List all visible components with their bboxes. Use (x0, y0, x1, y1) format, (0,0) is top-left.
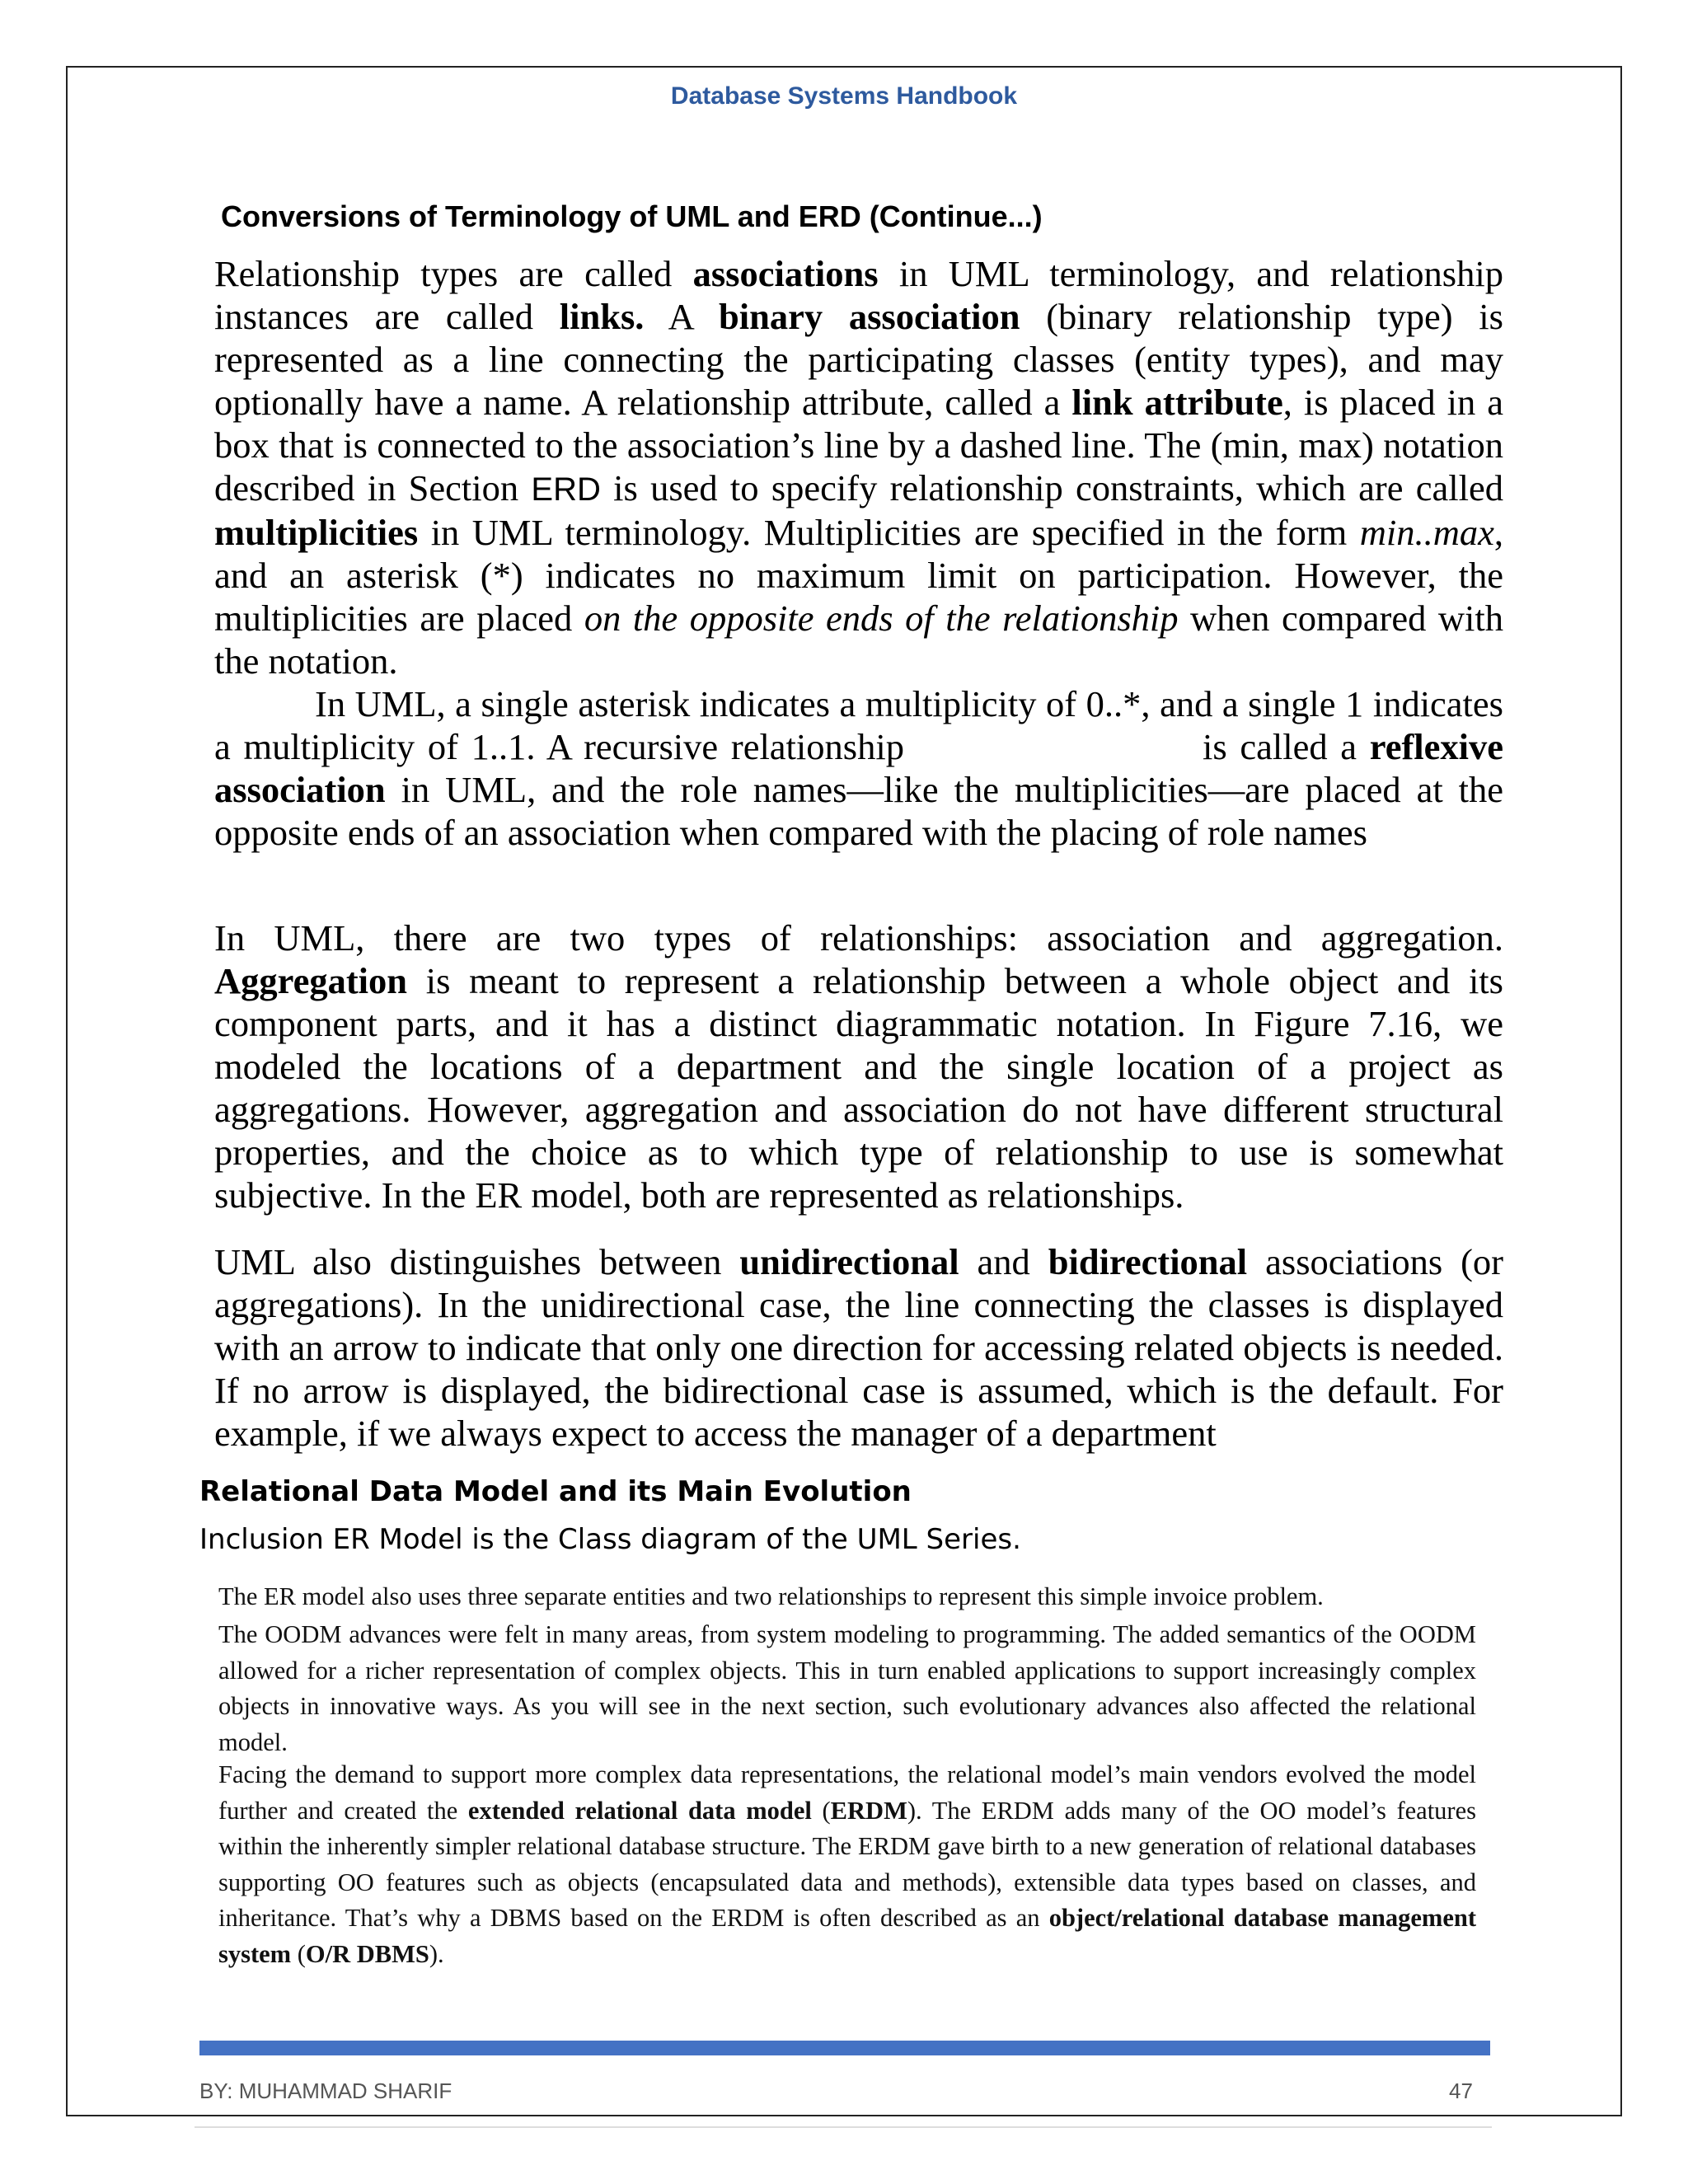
paragraph-aggregation: In UML, there are two types of relationships: association and aggregation. Aggregation is meant to represent a relationship between a whole object and its component parts, and it has a distinct diagrammatic notation. In Figure 7.16, we modeled the locations of a department and the single location of a project as aggregations. However, aggregation and association do not have different structural properties, and the choice as to which type of relationship to use is somewhat subjective. In the ER model, both are represented as relationships. (214, 917, 1503, 1216)
paragraph-erdm: Facing the demand to support more complex data representations, the relational model’s main vendors evolved the model further and created the extended relational data model (ERDM). The ERDM adds many of the OO model’s features within the inherently simpler relational database structure. The ERDM gave birth to a new generation of relational databases supporting OO features such as objects (encapsulated data and methods), extensible data types based on classes, and inheritance. That’s why a DBMS based on the ERDM is often described as an object/relational database management system (O/R DBMS). (218, 1760, 1476, 1968)
page-number: 47 (1449, 2079, 1473, 2103)
page-header-title: Database Systems Handbook (670, 82, 1018, 110)
uml-erd-text (214, 252, 1503, 854)
relational-model-heading: Relational Data Model and its Main Evolution (199, 1475, 912, 1508)
paragraph-oodm: The OODM advances were felt in many areas, from system modeling to programming. The added semantics of the OODM allowed for a richer representation of complex objects. This in turn enabled applications to support increasingly complex objects in innovative ways. As you will see in the next section, such evolutionary advances also affected the relational model. (218, 1620, 1476, 1756)
section-heading: Conversions of Terminology of UML and ERD (Continue...) (221, 199, 1043, 233)
paragraph-directional: UML also distinguishes between unidirectional and bidirectional associations (or aggregations). In the unidirectional case, the line connecting the classes is displayed with an arrow to indicate that only one direction for accessing related objects is needed. If no arrow is displayed, the bidirectional case is assumed, which is the default. For example, if we always expect to access the manager of a department (214, 1241, 1503, 1454)
erd-reference: ERD (531, 471, 601, 508)
paragraph-er-invoice: The ER model also uses three separate entities and two relationships to represent this simple invoice problem. (218, 1582, 1324, 1610)
footer-author: BY: MUHAMMAD SHARIF (199, 2079, 452, 2103)
paragraph-associations: Relationship types are called associations in UML terminology, and relationship instances are called links. A binary association (binary relationship type) is represented as a line connecting the participating classes (entity types), and may optionally have a name. A relationship attribute, called a link attribute, is placed in a box that is connected to the association’s line by a dashed line. The (min, max) notation described in Section ERD is used to specify relationship constraints, which are called multiplicities in UML terminology. Multiplicities are specified in the form min..max, and an asterisk (*) indicates no maximum limit on participation. However, the multiplicities are placed on the opposite ends of the relationship when compared with the notation. (214, 253, 1503, 682)
footer-rule (195, 2126, 1492, 2128)
footer-divider-bar (199, 2041, 1490, 2055)
relational-model-line: Inclusion ER Model is the Class diagram of the UML Series. (199, 1523, 1021, 1556)
paragraph-multiplicity: In UML, a single asterisk indicates a multiplicity of 0..*, and a single 1 indicates a multiplicity of 1..1. A recursive relationship is called a reflexive association in UML, and the role names—like the multiplicities—are placed at the opposite ends of an association when compared with the placing of role names (214, 683, 1503, 853)
